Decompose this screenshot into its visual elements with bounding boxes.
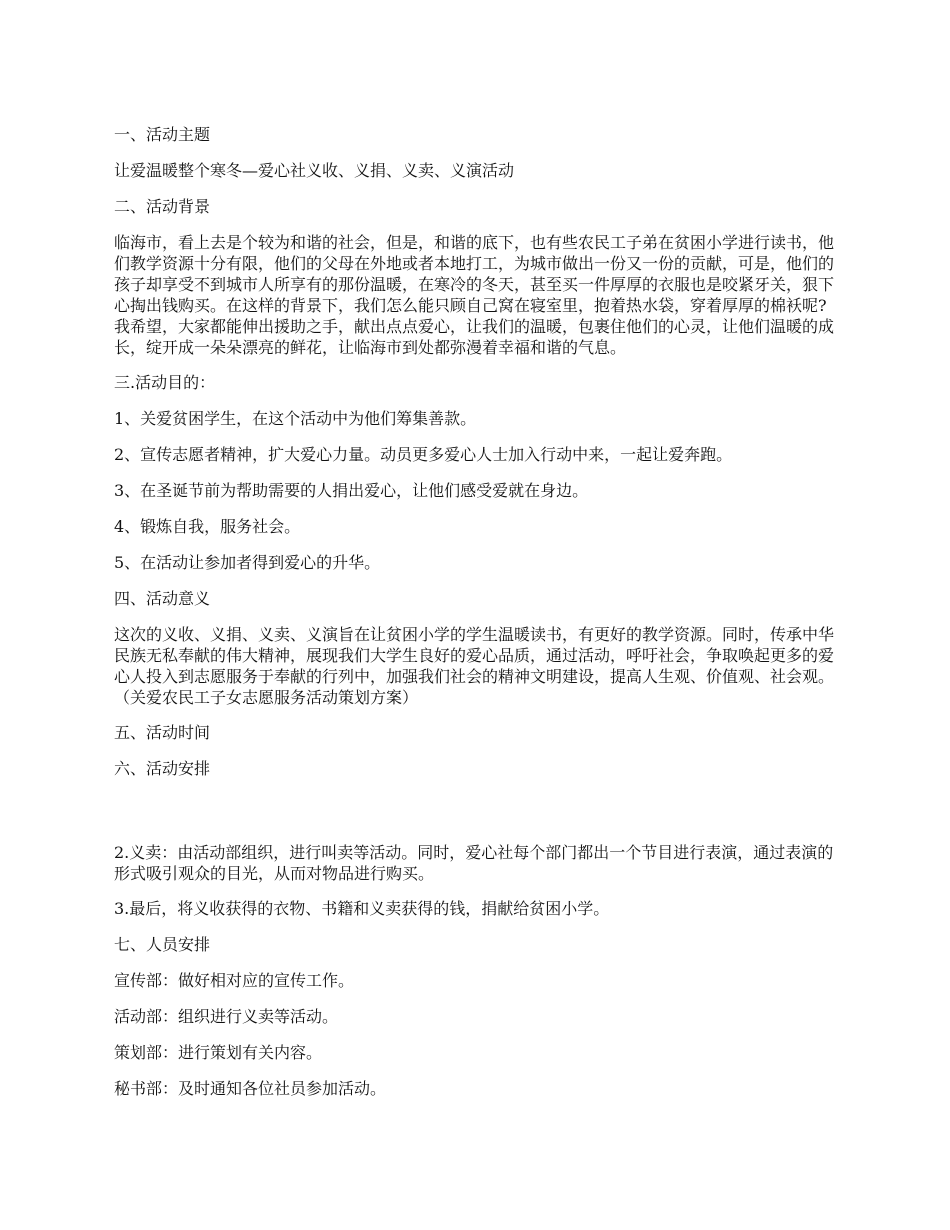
section-heading-time: 五、活动时间 xyxy=(114,723,211,742)
staff-item-secretary: 秘书部：及时通知各位社员参加活动。 xyxy=(114,1079,387,1098)
arrangement-item-3: 3.最后，将义收获得的衣物、书籍和义卖获得的钱，捐献给贫困小学。 xyxy=(114,899,610,918)
document-page xyxy=(114,124,840,1114)
theme-text: 让爱温暖整个寒冬—爱心社义收、义捐、义卖、义演活动 xyxy=(114,161,515,180)
purpose-item-4: 4、锻炼自我，服务社会。 xyxy=(114,517,301,536)
blank-gap xyxy=(114,794,840,842)
staff-item-activity: 活动部：组织进行义卖等活动。 xyxy=(114,1007,339,1026)
section-heading-theme: 一、活动主题 xyxy=(114,125,211,144)
staff-item-planning: 策划部：进行策划有关内容。 xyxy=(114,1043,323,1062)
section-heading-arrangement: 六、活动安排 xyxy=(114,759,211,778)
staff-item-publicity: 宣传部：做好相对应的宣传工作。 xyxy=(114,971,355,990)
purpose-item-1: 1、关爱贫困学生，在这个活动中为他们筹集善款。 xyxy=(114,409,477,428)
background-paragraph: 临海市，看上去是个较为和谐的社会，但是，和谐的底下，也有些农民工子弟在贫困小学进行读书，他们教学资源十分有限，他们的父母在外地或者本地打工，为城市做出一份又一份的贡献，可是，他们的孩子却享受不到城市人所享有的那份温暖，在寒冷的冬天，甚至买一件厚厚的衣服也是咬紧牙关，狠下心掏出钱购买。在这样的背景下，我们怎么能只顾自己窝在寝室里，抱着热水袋，穿着厚厚的棉袄呢?我希望，大家都能伸出援助之手，献出点点爱心，让我们的温暖，包裹住他们的心灵，让他们温暖的成长，绽开成一朵朵漂亮的鲜花，让临海市到处都弥漫着幸福和谐的气息。 xyxy=(114,233,835,357)
purpose-item-2: 2、宣传志愿者精神，扩大爱心力量。动员更多爱心人士加入行动中来，一起让爱奔跑。 xyxy=(114,445,733,464)
section-heading-significance: 四、活动意义 xyxy=(114,589,211,608)
section-heading-staff: 七、人员安排 xyxy=(114,935,211,954)
arrangement-item-2: 2.义卖：由活动部组织，进行叫卖等活动。同时，爱心社每个部门都出一个节目进行表演，通过表演的形式吸引观众的目光，从而对物品进行购买。 xyxy=(114,843,834,883)
section-heading-purpose: 三.活动目的： xyxy=(114,373,216,392)
purpose-item-5: 5、在活动让参加者得到爱心的升华。 xyxy=(114,553,381,572)
purpose-item-3: 3、在圣诞节前为帮助需要的人捐出爱心，让他们感受爱就在身边。 xyxy=(114,481,589,500)
section-heading-background: 二、活动背景 xyxy=(114,197,211,216)
significance-paragraph: 这次的义收、义捐、义卖、义演旨在让贫困小学的学生温暖读书，有更好的教学资源。同时，传承中华民族无私奉献的伟大精神，展现我们大学生良好的爱心品质，通过活动，呼吁社会，争取唤起更多的爱心人投入到志愿服务于奉献的行列中，加强我们社会的精神文明建设，提高人生观、价值观、社会观。（关爱农民工子女志愿服务活动策划方案） xyxy=(114,625,835,707)
